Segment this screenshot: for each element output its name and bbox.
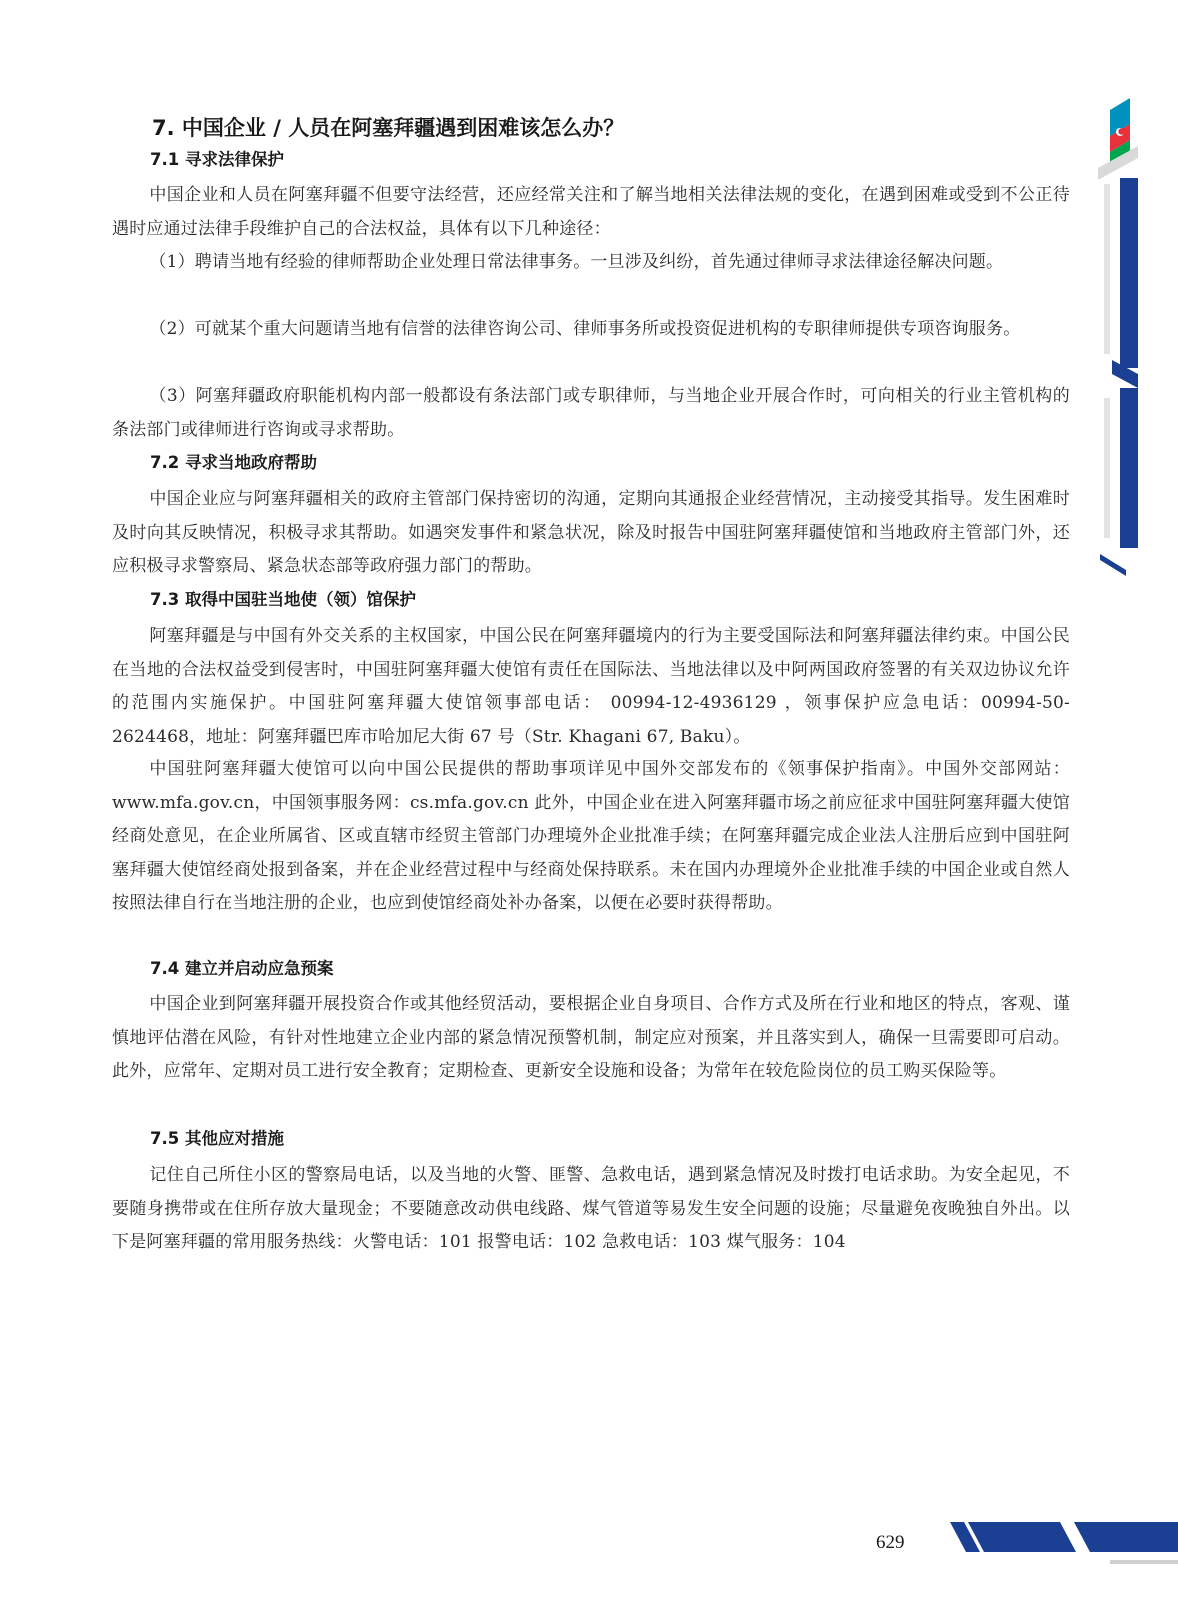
bottom-decoration — [950, 1520, 1178, 1568]
paragraph: （3）阿塞拜疆政府职能机构内部一般都设有条法部门或专职律师，与当地企业开展合作时，可向相关的行业主管机构的条法部门或律师进行咨询或寻求帮助。 — [112, 386, 1070, 440]
paragraph: 中国企业到阿塞拜疆开展投资合作或其他经贸活动，要根据企业自身项目、合作方式及所在行业和地区的特点，客观、谨慎地评估潜在风险，有针对性地建立企业内部的紧急情况预警机制，制定应对预案，并且落实到人，确保一旦需要即可启动。此外，应常年、定期对员工进行安全教育；定期检查、更新安全设施和设备；为常年在较危险岗位的员工购买保险等。 — [112, 994, 1070, 1081]
paragraph: 中国企业应与阿塞拜疆相关的政府主管部门保持密切的沟通，定期向其通报企业经营情况，主动接受其指导。发生困难时及时向其反映情况，积极寻求其帮助。如遇突发事件和紧急状况，除及时报告中国驻阿塞拜疆使馆和当地政府主管部门外，还应积极寻求警察局、紧急状态部等政府强力部门的帮助。 — [112, 489, 1070, 576]
paragraph: 中国企业和人员在阿塞拜疆不但要守法经营，还应经常关注和了解当地相关法律法规的变化，在遇到困难或受到不公正待遇时应通过法律手段维护自己的合法权益，具体有以下几种途径： — [112, 185, 1070, 239]
paragraph: （2）可就某个重大问题请当地有信誉的法律咨询公司、律师事务所或投资促进机构的专职律师提供专项咨询服务。 — [149, 319, 1021, 339]
paragraph: 阿塞拜疆是与中国有外交关系的主权国家，中国公民在阿塞拜疆境内的行为主要受国际法和阿塞拜疆法律约束。中国公民在当地的合法权益受到侵害时，中国驻阿塞拜疆大使馆有责任在国际法、当地法律以及中阿两国政府签署的有关双边协议允许的范围内实施保护。中国驻阿塞拜疆大使馆领事部电话： 00994-12-4936129 ，领事保护应急电话：00994-50-2624468，地址：阿塞拜疆巴库市哈加尼大街 67 号（Str. Khagani 67, Baku）。 — [112, 626, 1070, 747]
section-title-7-1: 7.1 寻求法律保护 — [150, 150, 284, 169]
section-title-7-3: 7.3 取得中国驻当地使（领）馆保护 — [150, 590, 416, 609]
section-title-7-2: 7.2 寻求当地政府帮助 — [150, 453, 317, 472]
paragraph: （1）聘请当地有经验的律师帮助企业处理日常法律事务。一旦涉及纠纷，首先通过律师寻求法律途径解决问题。 — [149, 252, 1004, 272]
section-title-7-4: 7.4 建立并启动应急预案 — [150, 959, 334, 978]
side-decoration — [1098, 88, 1178, 608]
section-title-7-5: 7.5 其他应对措施 — [150, 1129, 284, 1148]
paragraph: 中国驻阿塞拜疆大使馆可以向中国公民提供的帮助事项详见中国外交部发布的《领事保护指南》。中国外交部网站：www.mfa.gov.cn，中国领事服务网：cs.mfa.gov.cn 此外，中国企业在进入阿塞拜疆市场之前应征求中国驻阿塞拜疆大使馆经商处意见，在企业所属省、区或直辖市经贸主管部门办理境外企业批准手续；在阿塞拜疆完成企业法人注册后应到中国驻阿塞拜疆大使馆经商处报到备案，并在企业经营过程中与经商处保持联系。未在国内办理境外企业批准手续的中国企业或自然人按照法律自行在当地注册的企业，也应到使馆经商处补办备案，以便在必要时获得帮助。 — [112, 759, 1070, 913]
chapter-heading: 7. 中国企业 / 人员在阿塞拜疆遇到困难该怎么办？ — [152, 116, 625, 140]
paragraph: 记住自己所住小区的警察局电话，以及当地的火警、匪警、急救电话，遇到紧急情况及时拨打电话求助。为安全起见，不要随身携带或在住所存放大量现金；不要随意改动供电线路、煤气管道等易发生安全问题的设施；尽量避免夜晚独自外出。以下是阿塞拜疆的常用服务热线：火警电话：101 报警电话：102 急救电话：103 煤气服务：104 — [112, 1165, 1070, 1252]
page-number: 629 — [876, 1532, 905, 1553]
